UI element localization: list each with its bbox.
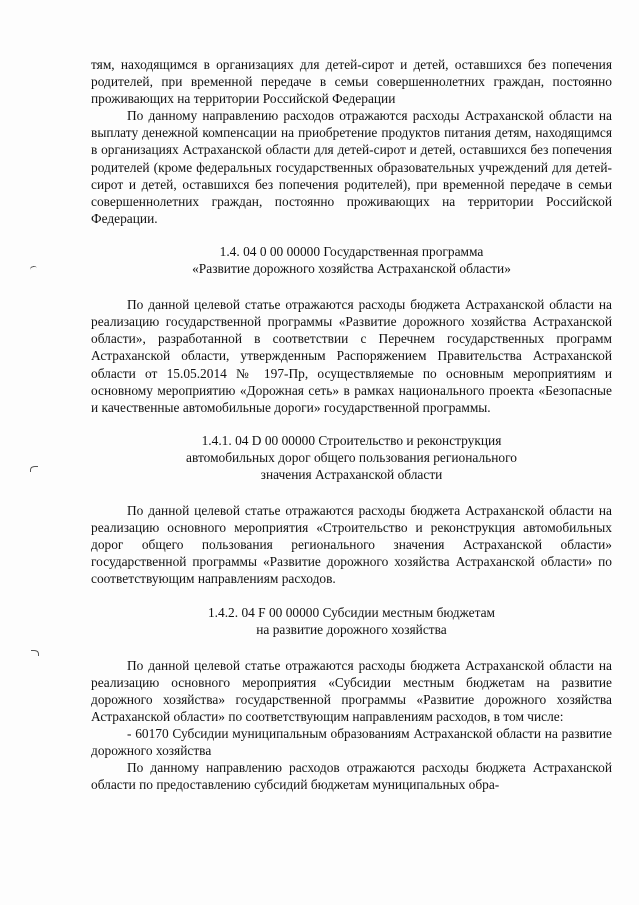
- punch-hole-mark: [31, 650, 39, 656]
- heading-line: на развитие дорожного хозяйства: [256, 621, 447, 637]
- heading-line: 1.4.2. 04 F 00 00000 Субсидии местным бюджетам: [207, 604, 496, 620]
- heading-line: 1.4. 04 0 00 00000 Государственная программа: [219, 243, 484, 259]
- heading-line: «Развитие дорожного хозяйства Астраханской области»: [192, 261, 511, 277]
- punch-hole-mark: [30, 466, 38, 472]
- section-heading-1-4-2: [91, 604, 612, 638]
- section-heading-1-4: [91, 243, 612, 277]
- paragraph-continuation: тям, находящимся в организациях для детей-сирот и детей, оставшихся без попечения родителей, при временной передаче в семьи совершеннолетних граждан, постоянно проживающих на территории Российской Федерации: [91, 57, 612, 107]
- heading-line: 1.4.1. 04 D 00 00000 Строительство и реконструкция: [201, 432, 502, 448]
- paragraph: По данному направлению расходов отражаются расходы бюджета Астраханской области по предоставлению субсидий бюджетам муниципальных обра-: [91, 760, 612, 793]
- section-heading-1-4-1: [91, 432, 612, 483]
- paragraph: По данному направлению расходов отражаются расходы Астраханской области на выплату денежной компенсации на приобретение продуктов питания детям, находящимся в организациях Астраханской области для детей-сирот и детей, оставшихся без попечения родителей (кроме федеральных государственных образовательных учреждений для детей-сирот и детей, оставшихся без попечения родителей), при временной передаче в семьи совершеннолетних граждан, постоянно проживающих на территории Российской Федерации.: [91, 108, 612, 226]
- paragraph: По данной целевой статье отражаются расходы бюджета Астраханской области на реализацию основного мероприятия «Строительство и реконструкция автомобильных дорог общего пользования регионального значения Астраханской области» государственной программы «Развитие дорожного хозяйства Астраханской области» по соответствующим направлениям расходов.: [91, 503, 612, 587]
- heading-line: автомобильных дорог общего пользования регионального: [186, 449, 517, 465]
- paragraph: По данной целевой статье отражаются расходы бюджета Астраханской области на реализацию государственной программы «Развитие дорожного хозяйства Астраханской области», разработанной в соответствии с Перечнем государственных программ Астраханской области, утвержденным Распоряжением Правительства Астраханской области от 15.05.2014 № 197-Пр, осуществляемые по основным мероприятиям и основному мероприятию «Дорожная сеть» в рамках национального проекта «Безопасные и качественные автомобильные дороги» государственной программы.: [91, 297, 612, 415]
- document-body: [91, 56, 612, 793]
- heading-line: значения Астраханской области: [260, 466, 443, 482]
- list-item: - 60170 Субсидии муниципальным образованиям Астраханской области на развитие дорожного хозяйства: [91, 726, 612, 759]
- punch-hole-mark: [29, 265, 37, 273]
- paragraph: По данной целевой статье отражаются расходы бюджета Астраханской области на реализацию основного мероприятия «Субсидии местным бюджетам на развитие дорожного хозяйства» государственной программы «Развитие дорожного хозяйства Астраханской области» по соответствующим направлениям расходов, в том числе:: [91, 657, 612, 724]
